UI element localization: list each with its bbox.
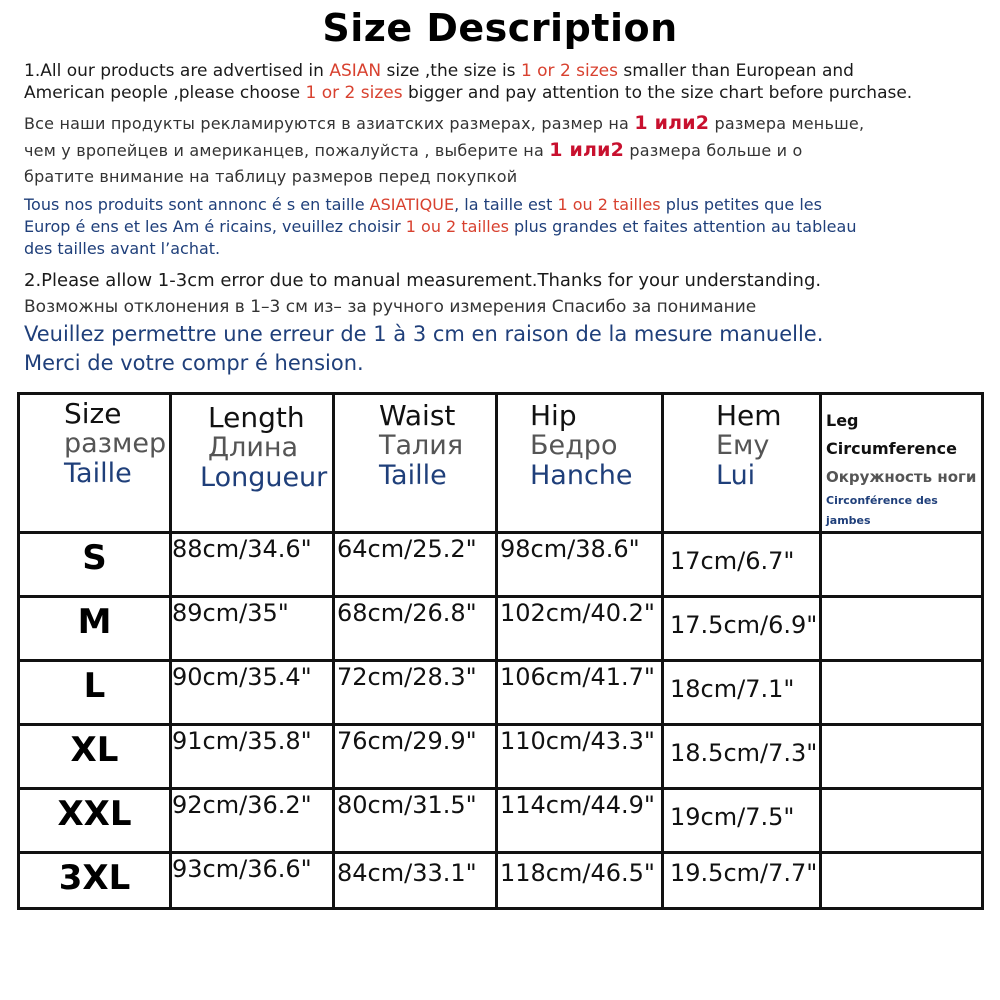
hem-cell: 18cm/7.1" — [663, 661, 821, 725]
hip-cell: 110cm/43.3" — [497, 725, 663, 789]
note1-ru-line3: братите внимание на таблицу размеров перед покупкой — [24, 167, 518, 186]
length-cell: 93cm/36.6" — [171, 853, 334, 909]
note1-ru-line2: чем у вропейцев и американцев, пожалуйста , выберите на 1 или2 размера больше и о — [24, 139, 803, 161]
waist-cell: 84cm/33.1" — [334, 853, 497, 909]
note1-ru-line1: Все наши продукты рекламируются в азиатских размерах, размер на 1 или2 размера меньше, — [24, 112, 865, 134]
leg-cell — [821, 853, 983, 909]
table-row — [19, 597, 983, 661]
note1-en-line2: American people ,please choose 1 or 2 sizes bigger and pay attention to the size chart before purchase. — [24, 83, 913, 103]
note1-fr-line2: Europ é ens et les Am é ricains, veuillez choisir 1 ou 2 tailles plus grandes et faites attention au tableau — [24, 217, 857, 236]
size-cell: 3XL — [19, 853, 171, 909]
header-hip: Hip Бедро Hanche — [497, 394, 663, 533]
note2-fr-line2: Merci de votre compr é hension. — [24, 351, 364, 375]
note1-fr-line1: Tous nos produits sont annonc é s en taille ASIATIQUE, la taille est 1 ou 2 tailles plus petites que les — [24, 195, 822, 214]
leg-cell — [821, 725, 983, 789]
size-notes — [24, 60, 994, 378]
waist-cell: 72cm/28.3" — [334, 661, 497, 725]
table-row — [19, 533, 983, 597]
waist-cell: 68cm/26.8" — [334, 597, 497, 661]
header-length: Length Длина Longueur — [171, 394, 334, 533]
note1-en-line1: 1.All our products are advertised in ASIAN size ,the size is 1 or 2 sizes smaller than European and — [24, 61, 854, 81]
page-title: Size Description — [322, 6, 678, 50]
hip-cell: 114cm/44.9" — [497, 789, 663, 853]
header-hem: Hem Ему Lui — [663, 394, 821, 533]
table-row — [19, 853, 983, 909]
size-cell: XXL — [19, 789, 171, 853]
leg-cell — [821, 533, 983, 597]
table-row — [19, 661, 983, 725]
leg-cell — [821, 597, 983, 661]
length-cell: 91cm/35.8" — [171, 725, 334, 789]
table-row — [19, 789, 983, 853]
header-size: Size размер Taille — [19, 394, 171, 533]
hip-cell: 106cm/41.7" — [497, 661, 663, 725]
header-waist: Waist Талия Taille — [334, 394, 497, 533]
waist-cell: 80cm/31.5" — [334, 789, 497, 853]
header-leg-circumference: Leg Circumference Окружность ноги Circonférence des jambes — [821, 394, 983, 533]
hem-cell: 17cm/6.7" — [663, 533, 821, 597]
length-cell: 89cm/35" — [171, 597, 334, 661]
size-cell: S — [19, 533, 171, 597]
hem-cell: 19cm/7.5" — [663, 789, 821, 853]
waist-cell: 76cm/29.9" — [334, 725, 497, 789]
leg-cell — [821, 661, 983, 725]
size-cell: XL — [19, 725, 171, 789]
table-row — [19, 725, 983, 789]
leg-cell — [821, 789, 983, 853]
table-header-row — [19, 394, 983, 533]
hem-cell: 18.5cm/7.3" — [663, 725, 821, 789]
size-chart-table — [17, 392, 984, 910]
length-cell: 92cm/36.2" — [171, 789, 334, 853]
hip-cell: 102cm/40.2" — [497, 597, 663, 661]
size-cell: L — [19, 661, 171, 725]
hem-cell: 17.5cm/6.9" — [663, 597, 821, 661]
note2-ru: Возможны отклонения в 1–3 см из– за ручного измерения Спасибо за понимание — [24, 297, 757, 317]
note2-en: 2.Please allow 1-3cm error due to manual measurement.Thanks for your understanding. — [24, 270, 822, 291]
waist-cell: 64cm/25.2" — [334, 533, 497, 597]
length-cell: 88cm/34.6" — [171, 533, 334, 597]
note1-fr-line3: des tailles avant l’achat. — [24, 239, 221, 258]
size-cell: M — [19, 597, 171, 661]
hem-cell: 19.5cm/7.7" — [663, 853, 821, 909]
hip-cell: 98cm/38.6" — [497, 533, 663, 597]
hip-cell: 118cm/46.5" — [497, 853, 663, 909]
note2-fr-line1: Veuillez permettre une erreur de 1 à 3 cm en raison de la mesure manuelle. — [24, 322, 824, 346]
length-cell: 90cm/35.4" — [171, 661, 334, 725]
